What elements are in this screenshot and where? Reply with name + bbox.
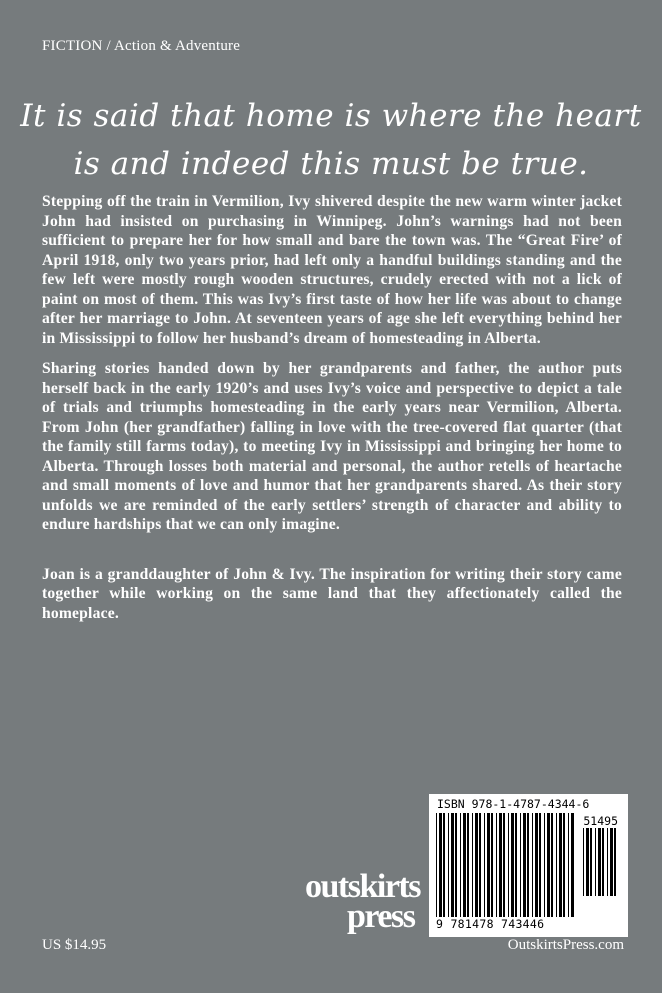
barcode-bar [610, 828, 613, 896]
barcode-bar [532, 813, 533, 917]
logo-line-2: press [347, 898, 415, 935]
barcode-bar [503, 813, 505, 917]
barcode-bar [508, 813, 509, 917]
barcode-bar [527, 813, 529, 917]
tagline-line-1: It is said that home is where the heart [20, 98, 642, 134]
genre-category: FICTION / Action & Adventure [42, 38, 241, 54]
barcode-bar [455, 813, 457, 917]
price-barcode-bars [583, 828, 621, 896]
barcode-bar [472, 813, 473, 917]
tagline-line-2: is and indeed this must be true. [73, 146, 589, 182]
ean-barcode-bars [436, 813, 576, 917]
barcode-bar [463, 813, 466, 917]
barcode-bar [568, 813, 569, 917]
barcode-bar [443, 813, 445, 917]
barcode-bar [491, 813, 493, 917]
barcode-bar [547, 813, 550, 917]
price-code: 51495 [583, 814, 618, 828]
barcode-bar [602, 828, 604, 896]
barcode-bar [515, 813, 517, 917]
barcode-bar [571, 813, 574, 917]
synopsis-paragraph-2: Sharing stories handed down by her grandparents and father, the author puts herself back in the early 1920’s and uses Ivy’s voice and perspective to depict a tale of trials and triumphs homesteading in the early years near Vermilion, Alberta. From John (her grandfather) falling in love with the tree-covered flat quarter (that the family still farms today), to meeting Ivy in Mississippi and bringing her home to Alberta. Through losses both material and personal, the author retells of heartache and small moments of love and humor that her grandparents shared. As their story unfolds we are reminded of the early settlers’ strength of character and ability to endure hardships that we can only imagine. [42, 360, 622, 533]
barcode-bar [614, 828, 616, 896]
barcode-bar [523, 813, 526, 917]
barcode-bar [583, 828, 584, 896]
barcode-bar [439, 813, 442, 917]
barcode-bar [520, 813, 521, 917]
tagline [0, 92, 662, 188]
barcode-bar [511, 813, 514, 917]
barcode-bar [448, 813, 449, 917]
barcode-bar [535, 813, 538, 917]
barcode-bar [559, 813, 562, 917]
barcode-bar [590, 828, 592, 896]
logo-line-1: outskirts [305, 868, 420, 905]
barcode-bar [496, 813, 497, 917]
publisher-website: OutskirtsPress.com [507, 937, 624, 953]
barcode-bar [598, 828, 601, 896]
outskirts-press-logo [305, 868, 425, 935]
barcode-bar [499, 813, 502, 917]
barcode-bar [551, 813, 553, 917]
barcode-bar [451, 813, 454, 917]
barcode-bar [479, 813, 481, 917]
barcode-bar [544, 813, 545, 917]
author-bio-paragraph: Joan is a granddaughter of John & Ivy. The inspiration for writing their story came together while working on the same land that they affectionately called the homeplace. [42, 565, 622, 622]
barcode-bar [595, 828, 596, 896]
barcode-bar [467, 813, 469, 917]
barcode-number: 9 781478 743446 [436, 917, 545, 931]
synopsis-paragraph-1: Stepping off the train in Vermilion, Ivy shivered despite the new warm winter jacket John had insisted on purchasing in Winnipeg. John’s warnings had not been sufficient to prepare her for how small and bare the town was. The “Great Fire’ of April 1918, only two years prior, had left only a handful buildings standing and the few left were mostly rough wooden structures, crudely erected with not a lick of paint on most of them. This was Ivy’s first taste of how her life was about to change after her marriage to John. At seventeen years of age she left everything behind her in Mississippi to follow her husband’s dream of homesteading in Alberta. [42, 193, 622, 347]
isbn-text: ISBN 978-1-4787-4344-6 [437, 797, 590, 811]
barcode-bar [539, 813, 541, 917]
barcode-bar [484, 813, 485, 917]
retail-price: US $14.95 [42, 937, 107, 953]
barcode-bar [475, 813, 478, 917]
isbn-barcode [429, 794, 628, 937]
barcode-bar [487, 813, 490, 917]
barcode-bar [436, 813, 437, 917]
barcode-bar [607, 828, 608, 896]
barcode-bar [563, 813, 565, 917]
barcode-bar [460, 813, 461, 917]
barcode-bar [586, 828, 589, 896]
book-description [42, 192, 622, 623]
barcode-bar [556, 813, 557, 917]
